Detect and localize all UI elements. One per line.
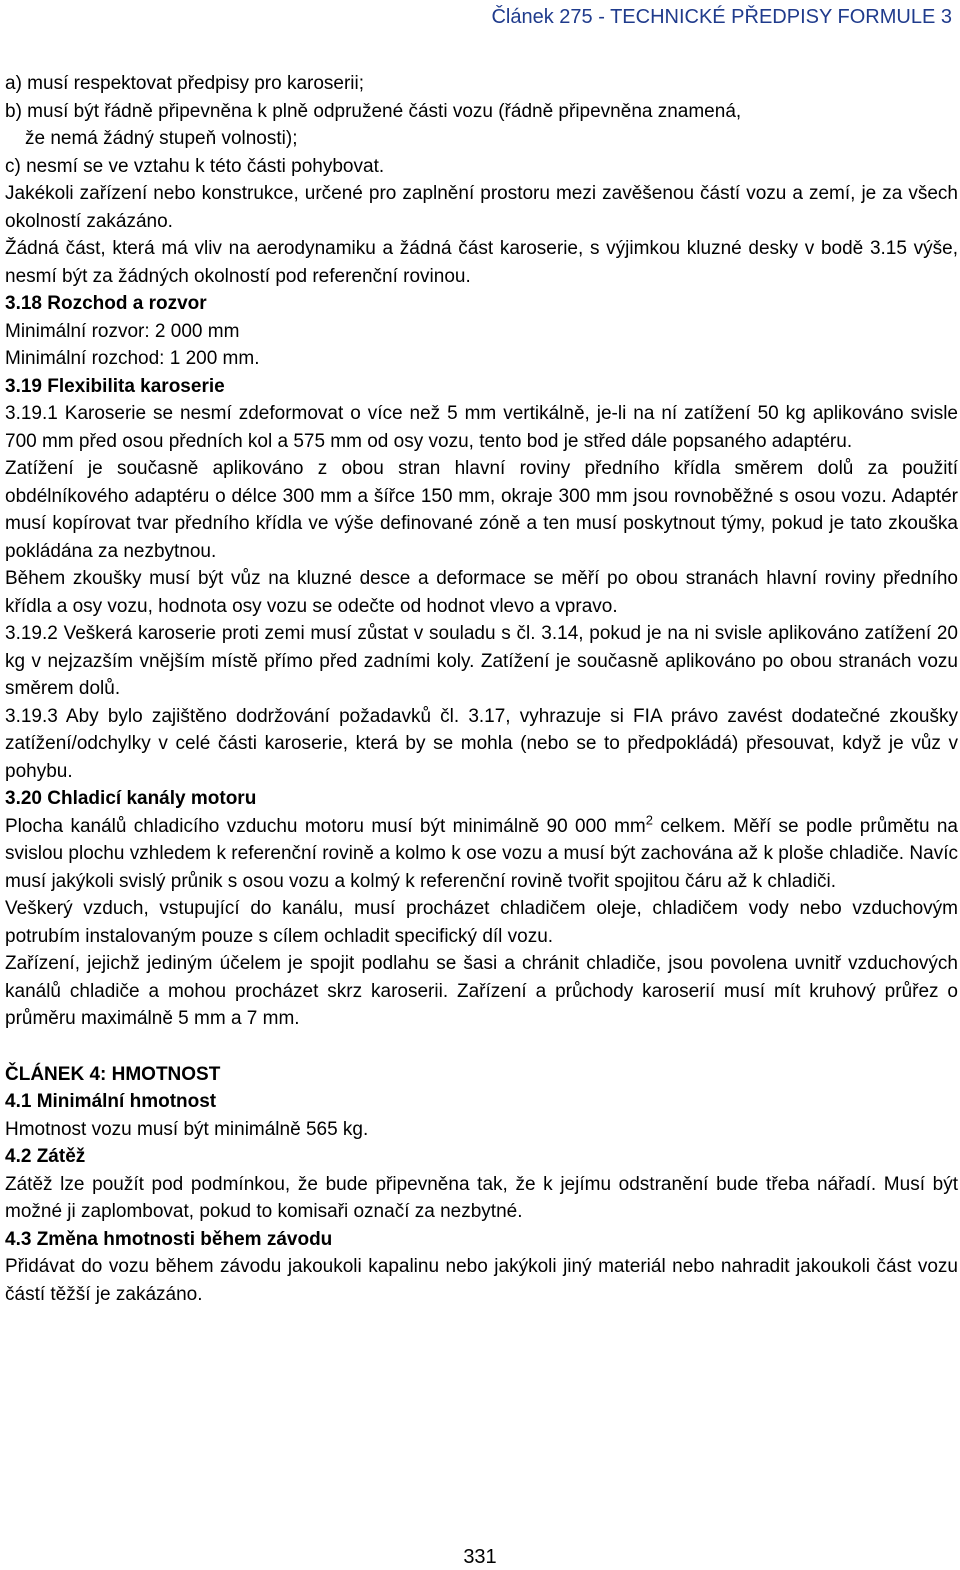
paragraph-text: Plocha kanálů chladicího vzduchu motoru musí být minimálně 90 000 mm (5, 815, 646, 837)
paragraph: Přidávat do vozu během závodu jakoukoli kapalinu nebo jakýkoli jiný materiál nebo nahradit jakoukoli část vozu částí těžší je zakázáno. (5, 1256, 958, 1305)
paragraph: 3.19.2 Veškerá karoserie proti zemi musí zůstat v souladu s čl. 3.14, pokud je na ni svisle aplikováno zatížení 20 kg v nejzazším vnějším místě přímo před zadními koly. Zatížení je současně aplikováno po obou stranách vozu směrem dolů. (5, 623, 958, 699)
paragraph: Během zkoušky musí být vůz na kluzné desce a deformace se měří po obou stranách hlavní roviny předního křídla a osy vozu, hodnota osy vozu se odečte od hodnot vlevo a vpravo. (5, 568, 958, 617)
paragraph: 3.19.1 Karoserie se nesmí zdeformovat o více než 5 mm vertikálně, je-li na ní zatížení 50 kg aplikováno svisle 700 mm před osou předních kol a 575 mm od osy vozu, tento bod je střed dále popsaného adaptéru. (5, 403, 958, 452)
paragraph: Veškerý vzduch, vstupující do kanálu, musí procházet chladičem oleje, chladičem vody nebo vzduchovým potrubím instalovaným pouze s cílem ochladit specifický díl vozu. (5, 898, 958, 947)
section-heading-3-18: 3.18 Rozchod a rozvor (5, 293, 207, 314)
paragraph: Minimální rozchod: 1 200 mm. (5, 348, 260, 369)
paragraph (5, 813, 958, 896)
document-body (5, 70, 958, 1308)
section-heading-4-1: 4.1 Minimální hmotnost (5, 1091, 217, 1112)
list-item-a: a) musí respektovat předpisy pro karoserii; (5, 73, 365, 94)
list-item-c: c) nesmí se ve vztahu k této části pohybovat. (5, 155, 385, 177)
paragraph: 3.19.3 Aby bylo zajištěno dodržování požadavků čl. 3.17, vyhrazuje si FIA právo zavést dodatečné zkoušky zatížení/odchylky v celé části karoserie, která by se mohla (nebo se to předpokládá) přesouvat, když je vůz v pohybu. (5, 705, 958, 782)
list-item-b-continuation: že nemá žádný stupeň volnosti); (25, 128, 298, 149)
section-heading-3-19: 3.19 Flexibilita karoserie (5, 375, 225, 397)
paragraph: Jakékoli zařízení nebo konstrukce, určené pro zaplnění prostoru mezi zavěšenou částí vozu a zemí, je za všech okolností zakázáno. (5, 183, 958, 232)
paragraph: Žádná část, která má vliv na aerodynamiku a žádná část karoserie, s výjimkou kluzné desky v bodě 3.15 výše, nesmí být za žádných okolností pod referenční rovinou. (5, 238, 958, 287)
list-item-b: b) musí být řádně připevněna k plně odpružené části vozu (řádně připevněna znamená, (5, 100, 742, 122)
paragraph: Zařízení, jejichž jediným účelem je spojit podlahu se šasi a chránit chladiče, jsou povolena uvnitř vzduchových kanálů chladiče a mohou procházet skrz karoserii. Zařízení a průchody karoserií musí mít kruhový průřez o průměru maximálně 5 mm a 7 mm. (5, 953, 958, 1029)
page-header-title: Článek 275 - TECHNICKÉ PŘEDPISY FORMULE 3 (491, 6, 952, 28)
chapter-heading-4: ČLÁNEK 4: HMOTNOST (5, 1063, 221, 1085)
superscript: 2 (645, 812, 653, 828)
paragraph-text: celkem. Měří se podle průmětu na svislou plochu vzhledem k referenční rovině a kolmo k ose vozu a musí být zachována až k ploše chladiče. Navíc musí jakýkoli svislý průnik s osou vozu a kolmý k referenční rovině tvořit spojitou čáru až k chladiči. (5, 815, 959, 892)
section-gap (5, 1033, 958, 1061)
paragraph: Zatížení je současně aplikováno z obou stran hlavní roviny předního křídla směrem dolů za použití obdélníkového adaptéru o délce 300 mm a šířce 150 mm, okraje 300 mm jsou rovnoběžné s osou vozu. Adaptér musí kopírovat tvar předního křídla ve výše definované zóně a ten musí poskytnout týmy, pokud je tato zkouška pokládána za nezbytnou. (5, 458, 958, 562)
page-number: 331 (463, 1546, 497, 1568)
section-heading-4-2: 4.2 Zátěž (5, 1146, 86, 1167)
section-heading-4-3: 4.3 Změna hmotnosti během závodu (5, 1228, 333, 1250)
paragraph: Minimální rozvor: 2 000 mm (5, 320, 240, 342)
paragraph: Hmotnost vozu musí být minimálně 565 kg. (5, 1118, 369, 1140)
paragraph: Zátěž lze použít pod podmínkou, že bude připevněna tak, že k jejímu odstranění bude třeba nářadí. Musí být možné ji zaplombovat, pokud to komisaři označí za nezbytné. (5, 1173, 958, 1222)
section-heading-3-20: 3.20 Chladicí kanály motoru (5, 788, 257, 809)
